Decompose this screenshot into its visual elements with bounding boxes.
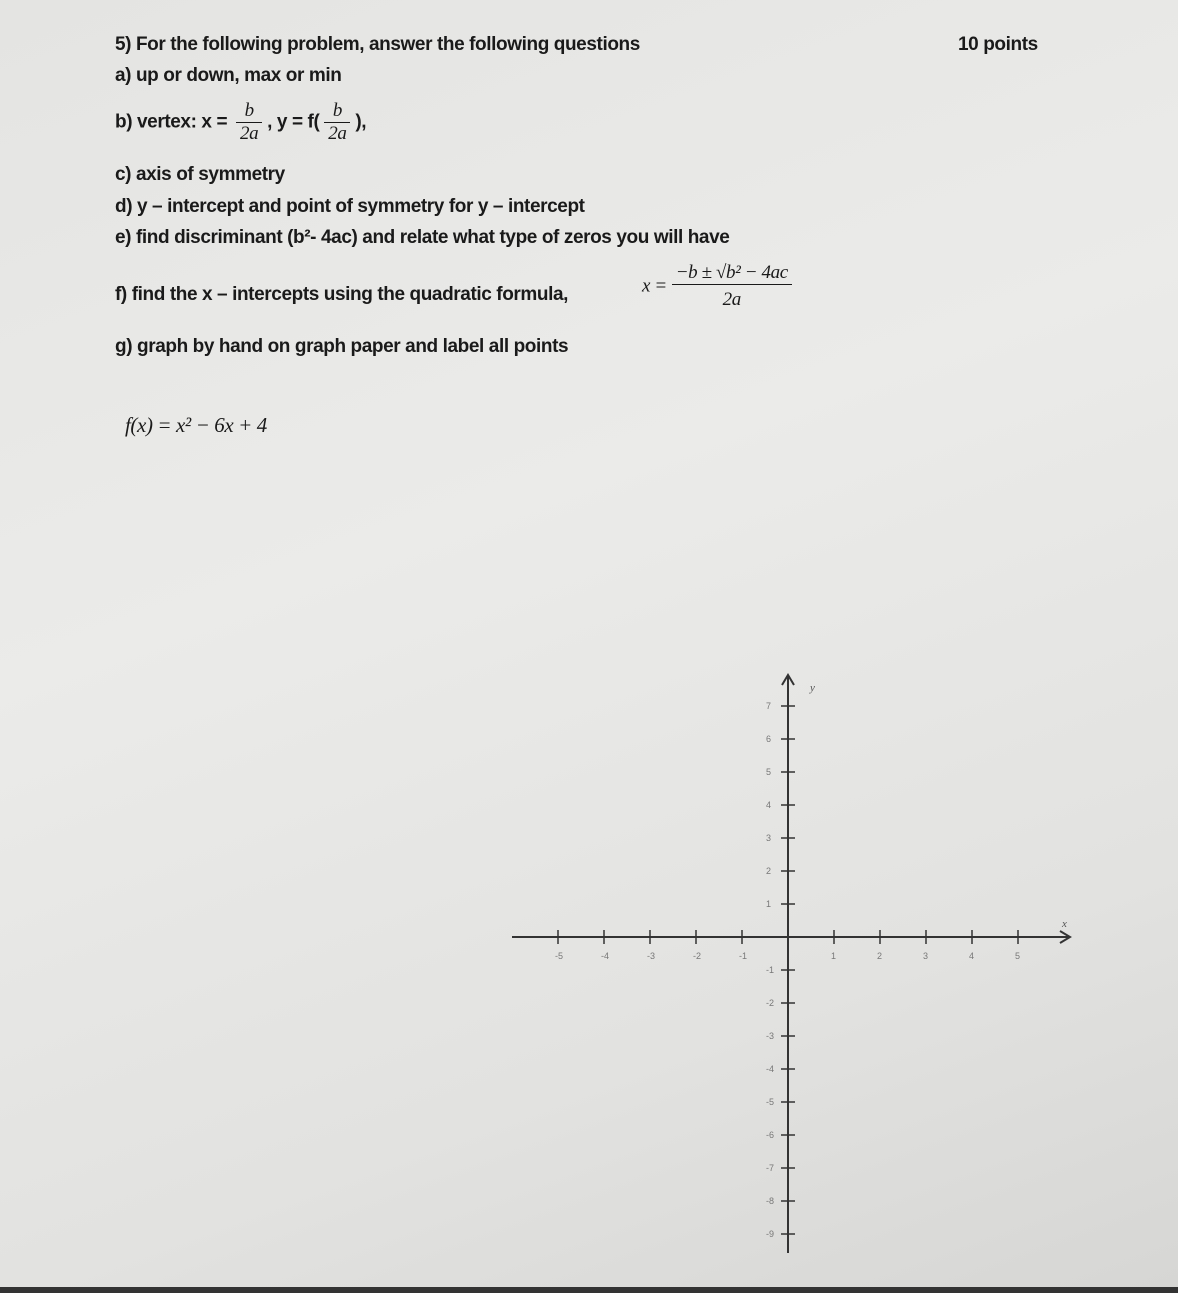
- y-tick-label: 6: [766, 734, 772, 744]
- y-axis-label: y: [810, 682, 815, 694]
- x-axis-label: x: [1062, 918, 1067, 930]
- vertex-y-numerator: b: [324, 100, 350, 123]
- function-expression: f(x) = x² − 6x + 4: [125, 413, 267, 437]
- x-tick-label: 5: [1015, 951, 1021, 961]
- x-tick-label: -4: [601, 951, 610, 961]
- part-b: [115, 100, 366, 145]
- page-edge: [0, 1287, 1178, 1293]
- y-tick-label: 1: [766, 899, 772, 909]
- y-tick-label: -9: [766, 1229, 775, 1239]
- quadratic-formula: [642, 262, 792, 311]
- question-title: 5) For the following problem, answer the following questions: [115, 34, 640, 55]
- vertex-x-denominator: 2a: [240, 123, 259, 144]
- x-tick-label: 3: [923, 951, 929, 961]
- x-tick-label: -1: [739, 951, 748, 961]
- y-tick-label: 4: [766, 800, 772, 810]
- axes: [512, 675, 1070, 1253]
- vertex-x-numerator: b: [236, 100, 262, 123]
- y-tick-label: -1: [766, 965, 775, 975]
- vertex-y-fraction: [324, 100, 350, 145]
- x-tick-label: 1: [831, 951, 837, 961]
- x-tick-label: 2: [877, 951, 883, 961]
- y-tick-label: -6: [766, 1130, 775, 1140]
- part-g: g) graph by hand on graph paper and label all points: [115, 336, 569, 357]
- part-e: e) find discriminant (b²- 4ac) and relate what type of zeros you will have: [115, 227, 730, 248]
- points-label: 10 points: [958, 34, 1038, 55]
- part-a: a) up or down, max or min: [115, 65, 342, 86]
- formula-lhs: x =: [642, 275, 667, 297]
- y-tick-label: -5: [766, 1097, 775, 1107]
- y-tick-label: 3: [766, 833, 772, 843]
- part-f: f) find the x – intercepts using the quadratic formula,: [115, 284, 569, 305]
- y-tick-label: -2: [766, 998, 775, 1008]
- y-tick-label: -8: [766, 1196, 775, 1206]
- coordinate-plane: [500, 665, 1080, 1265]
- vertex-y-prefix: , y = f(: [267, 111, 320, 133]
- y-tick-label: -3: [766, 1031, 775, 1041]
- formula-numerator: −b ± √b² − 4ac: [672, 262, 792, 285]
- x-tick-label: -3: [647, 951, 656, 961]
- x-tick-label: -5: [555, 951, 564, 961]
- y-tick-label: 2: [766, 866, 772, 876]
- y-tick-label: -4: [766, 1064, 775, 1074]
- vertex-y-denominator: 2a: [328, 123, 347, 144]
- formula-fraction: [672, 262, 792, 311]
- part-d: d) y – intercept and point of symmetry for y – intercept: [115, 196, 585, 217]
- part-b-prefix: b) vertex: x =: [115, 111, 228, 133]
- y-tick-label: 7: [766, 701, 772, 711]
- vertex-x-fraction: [236, 100, 262, 145]
- formula-denominator: 2a: [722, 289, 741, 310]
- y-tick-label: -7: [766, 1163, 775, 1173]
- y-tick-label: 5: [766, 767, 772, 777]
- x-tick-label: -2: [693, 951, 702, 961]
- x-tick-label: 4: [969, 951, 975, 961]
- part-c: c) axis of symmetry: [115, 164, 285, 185]
- vertex-y-end: ),: [355, 111, 367, 133]
